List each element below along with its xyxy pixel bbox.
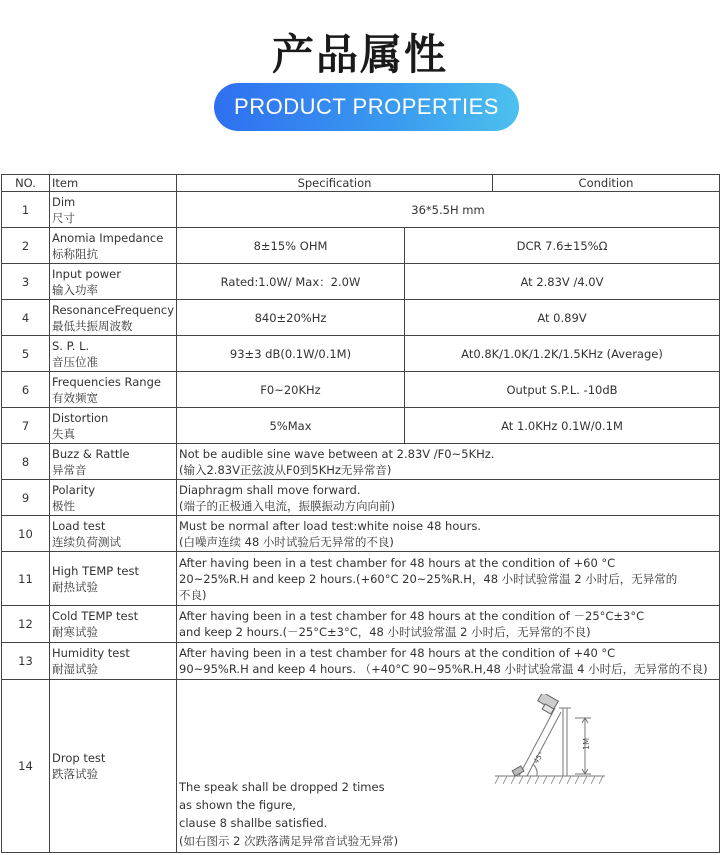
row-no: 6	[2, 372, 50, 408]
table-row	[2, 552, 720, 606]
row-item: S. P. L. 音压位准	[50, 336, 177, 372]
row-spec: After having been in a test chamber for 48 hours at the condition of +60 °C 20~25%R.H and keep 2 hours.(+60°C 20~25%R.H，48 小时试验常温 2 小时后，无异常的 不良)	[177, 552, 720, 606]
row-condition: At 0.89V	[405, 300, 720, 336]
page-title-en: PRODUCT PROPERTIES	[234, 94, 499, 119]
row-no: 8	[2, 444, 50, 480]
row-spec: Rated:1.0W/ Max：2.0W	[177, 264, 405, 300]
header-spec: Specification	[177, 175, 493, 192]
row-item: Cold TEMP test 耐寒试验	[50, 606, 177, 643]
row-condition: DCR 7.6±15%Ω	[405, 228, 720, 264]
row-spec: After having been in a test chamber for 48 hours at the condition of +40 °C 90~95%R.H and keep 4 hours. （+40°C 90~95%R.H,48 小时试验常温 4 小时后，无异常的不良)	[177, 643, 720, 680]
table-row	[2, 336, 720, 372]
title-banner	[214, 83, 519, 131]
drop-test-text: The speak shall be dropped 2 times as shown the figure, clause 8 shallbe satisfied. (如右图示 2 次跌落满足异常音试验无异常)	[179, 780, 399, 848]
row-spec: 840±20%Hz	[177, 300, 405, 336]
table-row	[2, 643, 720, 680]
row-no: 11	[2, 552, 50, 606]
row-spec: 8±15% OHM	[177, 228, 405, 264]
row-condition: At 1.0KHz 0.1W/0.1M	[405, 408, 720, 444]
row-item: Distortion 失真	[50, 408, 177, 444]
row-no: 12	[2, 606, 50, 643]
row-item: Dim 尺寸	[50, 192, 177, 228]
row-item: Frequencies Range 有效频宽	[50, 372, 177, 408]
row-spec: 36*5.5H mm	[177, 192, 720, 228]
header-no: NO.	[2, 175, 50, 192]
row-no: 5	[2, 336, 50, 372]
row-condition: At0.8K/1.0K/1.2K/1.5KHz (Average)	[405, 336, 720, 372]
row-condition: At 2.83V /4.0V	[405, 264, 720, 300]
row-condition: Output S.P.L. -10dB	[405, 372, 720, 408]
row-no: 14	[2, 680, 50, 853]
table-row	[2, 606, 720, 643]
row-item: Polarity 极性	[50, 480, 177, 516]
table-row	[2, 264, 720, 300]
properties-table	[1, 174, 720, 853]
row-no: 10	[2, 516, 50, 552]
row-no: 13	[2, 643, 50, 680]
height-label: 1M	[582, 738, 591, 750]
row-item: High TEMP test 耐热试验	[50, 552, 177, 606]
table-row	[2, 680, 720, 853]
drop-test-figure	[493, 694, 613, 792]
row-item: Load test 连续负荷测试	[50, 516, 177, 552]
row-item: Anomia Impedance 标称阻抗	[50, 228, 177, 264]
row-no: 7	[2, 408, 50, 444]
row-no: 9	[2, 480, 50, 516]
row-item: ResonanceFrequency 最低共振周波数	[50, 300, 177, 336]
row-spec: 5%Max	[177, 408, 405, 444]
table-row	[2, 192, 720, 228]
row-spec: Must be normal after load test:white noise 48 hours. (白噪声连续 48 小时试验后无异常的不良)	[177, 516, 720, 552]
table-row	[2, 300, 720, 336]
header-item: Item	[50, 175, 177, 192]
table-header-row	[2, 175, 720, 192]
header-condition: Condition	[493, 175, 720, 192]
angle-label: 45°	[532, 750, 546, 766]
table-row	[2, 372, 720, 408]
row-item: Humidity test 耐湿试验	[50, 643, 177, 680]
row-spec: Not be audible sine wave between at 2.83V /F0~5KHz. (输入2.83V正弦波从F0到5KHz无异常音)	[177, 444, 720, 480]
page-title-cn: 产品属性	[271, 30, 448, 79]
row-spec: 93±3 dB(0.1W/0.1M)	[177, 336, 405, 372]
row-item: Drop test 跌落试验	[50, 680, 177, 853]
table-row	[2, 480, 720, 516]
row-item: Input power 输入功率	[50, 264, 177, 300]
row-no: 1	[2, 192, 50, 228]
row-no: 4	[2, 300, 50, 336]
row-item: Buzz & Rattle 异常音	[50, 444, 177, 480]
table-row	[2, 444, 720, 480]
row-no: 2	[2, 228, 50, 264]
table-row	[2, 516, 720, 552]
table-row	[2, 408, 720, 444]
row-spec: Diaphragm shall move forward. (端子的正极通入电流，振膜振动方向向前)	[177, 480, 720, 516]
row-spec: F0~20KHz	[177, 372, 405, 408]
row-spec: After having been in a test chamber for 48 hours at the condition of －25°C±3°C and keep 2 hours.(－25°C±3°C，48 小时试验常温 2 小时后，无异常的不良)	[177, 606, 720, 643]
row-no: 3	[2, 264, 50, 300]
table-row	[2, 228, 720, 264]
row-spec	[177, 680, 720, 853]
